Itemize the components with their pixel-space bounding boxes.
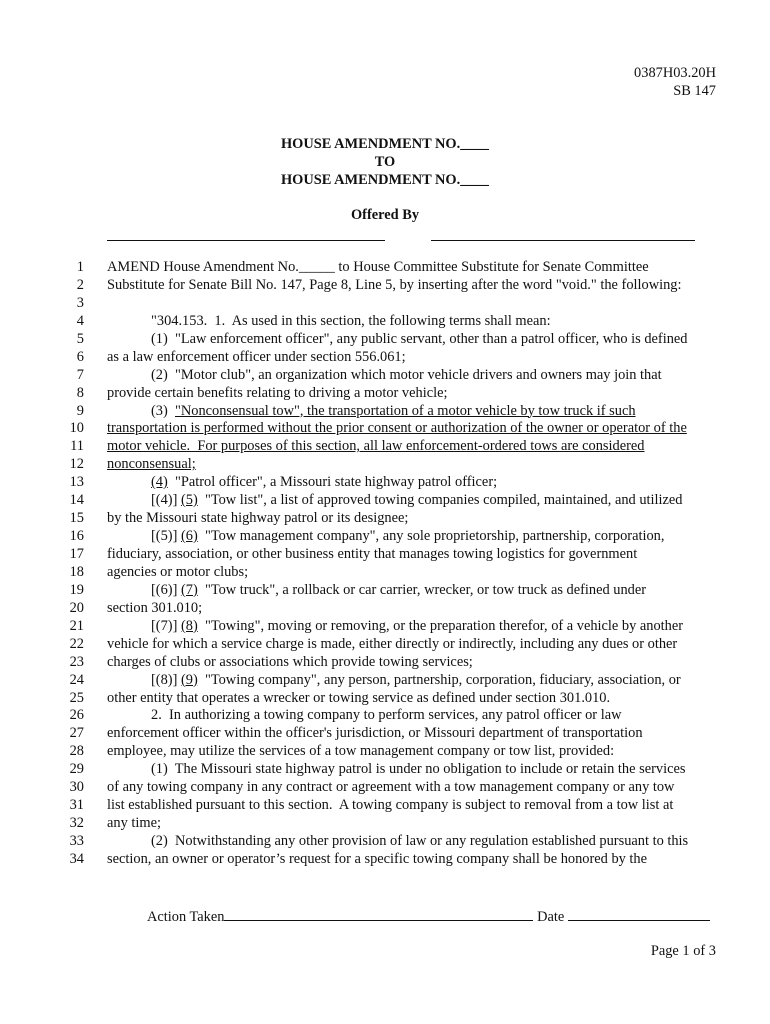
- text-segment: "Patrol officer", a Missouri state highway patrol officer;: [167, 474, 498, 491]
- text-segment: "Towing", moving or removing, or the preparation therefor, of a vehicle by another: [197, 617, 684, 634]
- underlined-insertion: nonconsensual;: [107, 456, 196, 473]
- line-number: 30: [69, 779, 84, 796]
- line-number: 16: [69, 528, 84, 545]
- underlined-insertion: motor vehicle. For purposes of this section, all law enforcement-ordered tows are considered: [107, 438, 645, 455]
- line-text: [107, 564, 248, 582]
- line-text: [151, 707, 621, 725]
- body-line: [0, 295, 770, 313]
- line-number: 7: [76, 366, 84, 383]
- body-line: [0, 277, 770, 295]
- line-number: 6: [76, 348, 84, 365]
- body-line: [0, 779, 770, 797]
- text-segment: AMEND House Amendment No._____ to House Committee Substitute for Senate Committee: [107, 259, 649, 275]
- underlined-insertion: (8): [180, 617, 198, 634]
- title-line-2: TO: [374, 154, 396, 170]
- line-number: 15: [69, 510, 84, 527]
- underlined-insertion: (9): [180, 671, 198, 688]
- text-segment: "304.153. 1. As used in this section, the following terms shall mean:: [151, 312, 551, 329]
- line-text: [107, 349, 406, 367]
- line-text: [107, 456, 196, 474]
- text-segment: other entity that operates a wrecker or towing service as defined under section 301.010.: [107, 689, 611, 706]
- line-text: [107, 654, 473, 672]
- underlined-insertion: (7): [180, 581, 198, 598]
- body-line: [0, 725, 770, 743]
- line-number: 20: [69, 599, 84, 616]
- amendment-title: [0, 135, 770, 189]
- title-line-1: HOUSE AMENDMENT NO.____: [280, 136, 490, 152]
- line-text: [107, 815, 161, 833]
- line-number: 17: [69, 546, 84, 562]
- line-text: [151, 367, 662, 385]
- line-number: 10: [69, 420, 84, 437]
- line-text: [107, 259, 649, 277]
- line-text: [107, 600, 202, 618]
- sponsor-signature-line-right: [431, 240, 695, 241]
- body-line: [0, 474, 770, 492]
- line-number: 8: [76, 384, 84, 401]
- line-text: [151, 492, 682, 510]
- line-text: [151, 833, 688, 851]
- line-number: 9: [76, 402, 84, 419]
- line-number: 3: [76, 294, 84, 311]
- line-number: 14: [69, 492, 84, 509]
- text-segment: fiduciary, association, or other business entity that manages towing logistics for government: [107, 546, 638, 562]
- line-text: [107, 690, 610, 708]
- body-line: [0, 313, 770, 331]
- underlined-insertion: (6): [180, 528, 198, 545]
- text-segment: [(4)]: [151, 492, 181, 509]
- line-text: [107, 420, 687, 438]
- underlined-insertion: transportation is performed without the prior consent or authorization of the owner or operator of the: [107, 420, 687, 437]
- text-segment: by the Missouri state highway patrol or its designee;: [107, 510, 409, 527]
- text-segment: list established pursuant to this section. A towing company is subject to removal from a tow list at: [107, 797, 674, 814]
- line-number: 29: [69, 761, 84, 778]
- underlined-insertion: (5): [180, 492, 198, 509]
- line-number: 22: [69, 635, 84, 652]
- line-number: 23: [69, 653, 84, 670]
- page-number: Page 1 of 3: [650, 943, 716, 959]
- text-segment: agencies or motor clubs;: [107, 563, 249, 580]
- underlined-insertion: "Nonconsensual tow", the transportation of a motor vehicle by tow truck if such: [174, 402, 636, 419]
- line-text: [107, 743, 614, 761]
- body-line: [0, 385, 770, 403]
- line-text: [151, 474, 497, 492]
- body-line: [0, 510, 770, 528]
- line-text: [151, 331, 688, 349]
- text-segment: provide certain benefits relating to driving a motor vehicle;: [107, 384, 448, 401]
- underlined-insertion: (4): [151, 474, 168, 491]
- body-line: [0, 600, 770, 618]
- date-label: Date: [537, 909, 565, 925]
- body-line: [0, 797, 770, 815]
- line-text: [151, 403, 636, 421]
- body-line: [0, 420, 770, 438]
- text-segment: (2) Notwithstanding any other provision of law or any regulation established pursuant to this: [151, 833, 689, 849]
- body-line: [0, 456, 770, 474]
- line-text: [107, 779, 674, 797]
- line-text: [151, 672, 681, 690]
- body-line: [0, 672, 770, 690]
- text-segment: "Tow list", a list of approved towing companies compiled, maintained, and utilized: [197, 492, 683, 509]
- line-number: 11: [70, 438, 84, 455]
- body-line: [0, 636, 770, 654]
- text-segment: as a law enforcement officer under section 556.061;: [107, 348, 406, 365]
- line-number: 25: [69, 689, 84, 706]
- bill-number: SB 147: [673, 83, 716, 99]
- text-segment: 2. In authorizing a towing company to perform services, any patrol officer or law: [151, 707, 622, 724]
- line-number: 26: [69, 707, 84, 724]
- line-text: [151, 313, 551, 331]
- line-text: [107, 797, 673, 815]
- text-segment: vehicle for which a service charge is made, either directly or indirectly, including any dues or other: [107, 635, 678, 652]
- line-text: [107, 510, 408, 528]
- line-text: [107, 851, 647, 869]
- line-text: [107, 636, 677, 654]
- body-line: [0, 546, 770, 564]
- line-number: 13: [69, 474, 84, 491]
- text-segment: section 301.010;: [107, 599, 203, 616]
- body-line: [0, 851, 770, 869]
- body-line: [0, 690, 770, 708]
- body-line: [0, 618, 770, 636]
- text-segment: [(8)]: [151, 671, 181, 688]
- line-number: 27: [69, 725, 84, 742]
- line-number: 21: [69, 617, 84, 634]
- text-segment: any time;: [107, 815, 161, 832]
- text-segment: of any towing company in any contract or agreement with a tow management company or any tow: [107, 779, 675, 796]
- body-line: [0, 367, 770, 385]
- line-number: 32: [69, 815, 84, 832]
- body-line: [0, 582, 770, 600]
- line-text: [151, 582, 646, 600]
- body-line: [0, 403, 770, 421]
- sponsor-signature-line-left: [107, 240, 385, 241]
- line-text: [107, 546, 637, 564]
- body-line: [0, 707, 770, 725]
- line-number: 33: [69, 833, 84, 849]
- line-text: [107, 725, 643, 743]
- body-line: [0, 438, 770, 456]
- offered-by-label: Offered By: [350, 207, 420, 223]
- body-line: [0, 331, 770, 349]
- date-blank: [568, 906, 710, 921]
- body-line: [0, 528, 770, 546]
- line-text: [107, 438, 644, 456]
- document-id: 0387H03.20H: [634, 65, 716, 81]
- text-segment: enforcement officer within the officer's jurisdiction, or Missouri department of transportation: [107, 725, 643, 742]
- body-line: [0, 761, 770, 779]
- line-number: 24: [69, 671, 84, 688]
- text-segment: [(6)]: [151, 581, 181, 598]
- line-text: [151, 761, 685, 779]
- text-segment: (1) "Law enforcement officer", any public servant, other than a patrol officer, who is defined: [151, 330, 688, 347]
- action-taken-row: [147, 906, 710, 926]
- line-number: 5: [76, 330, 84, 347]
- text-segment: "Tow management company", any sole proprietorship, partnership, corporation,: [197, 528, 665, 545]
- line-text: [151, 618, 683, 636]
- text-segment: section, an owner or operator’s request for a specific towing company shall be honored by the: [107, 850, 648, 867]
- body-line: [0, 259, 770, 277]
- amendment-body: [0, 259, 770, 869]
- body-line: [0, 654, 770, 672]
- line-number: 18: [69, 563, 84, 580]
- body-line: [0, 492, 770, 510]
- line-text: [151, 528, 664, 546]
- line-number: 2: [76, 276, 84, 293]
- line-text: [107, 277, 682, 295]
- text-segment: (2) "Motor club", an organization which motor vehicle drivers and owners may join that: [151, 366, 662, 383]
- line-number: 1: [76, 259, 84, 275]
- document-header: [634, 64, 716, 100]
- text-segment: [(7)]: [151, 617, 181, 634]
- line-number: 4: [76, 312, 84, 329]
- line-number: 31: [69, 797, 84, 814]
- line-number: 34: [69, 850, 84, 867]
- line-number: 12: [69, 456, 84, 473]
- text-segment: Substitute for Senate Bill No. 147, Page 8, Line 5, by inserting after the word "void." the following:: [107, 276, 682, 293]
- text-segment: charges of clubs or associations which provide towing services;: [107, 653, 473, 670]
- body-line: [0, 349, 770, 367]
- text-segment: [(5)]: [151, 528, 181, 545]
- line-number: 28: [69, 743, 84, 760]
- action-taken-label: Action Taken: [147, 909, 225, 925]
- body-line: [0, 564, 770, 582]
- line-text: [107, 385, 447, 403]
- text-segment: "Towing company", any person, partnership, corporation, fiduciary, association, or: [197, 671, 681, 688]
- body-line: [0, 833, 770, 851]
- title-line-3: HOUSE AMENDMENT NO.____: [280, 172, 490, 188]
- text-segment: "Tow truck", a rollback or car carrier, wrecker, or tow truck as defined under: [197, 581, 647, 598]
- body-line: [0, 815, 770, 833]
- action-taken-blank: [224, 906, 533, 921]
- text-segment: (1) The Missouri state highway patrol is under no obligation to include or retain the services: [151, 761, 686, 778]
- text-segment: (3): [151, 402, 175, 419]
- body-line: [0, 743, 770, 761]
- line-number: 19: [69, 581, 84, 598]
- text-segment: employee, may utilize the services of a tow management company or tow list, provided:: [107, 743, 615, 760]
